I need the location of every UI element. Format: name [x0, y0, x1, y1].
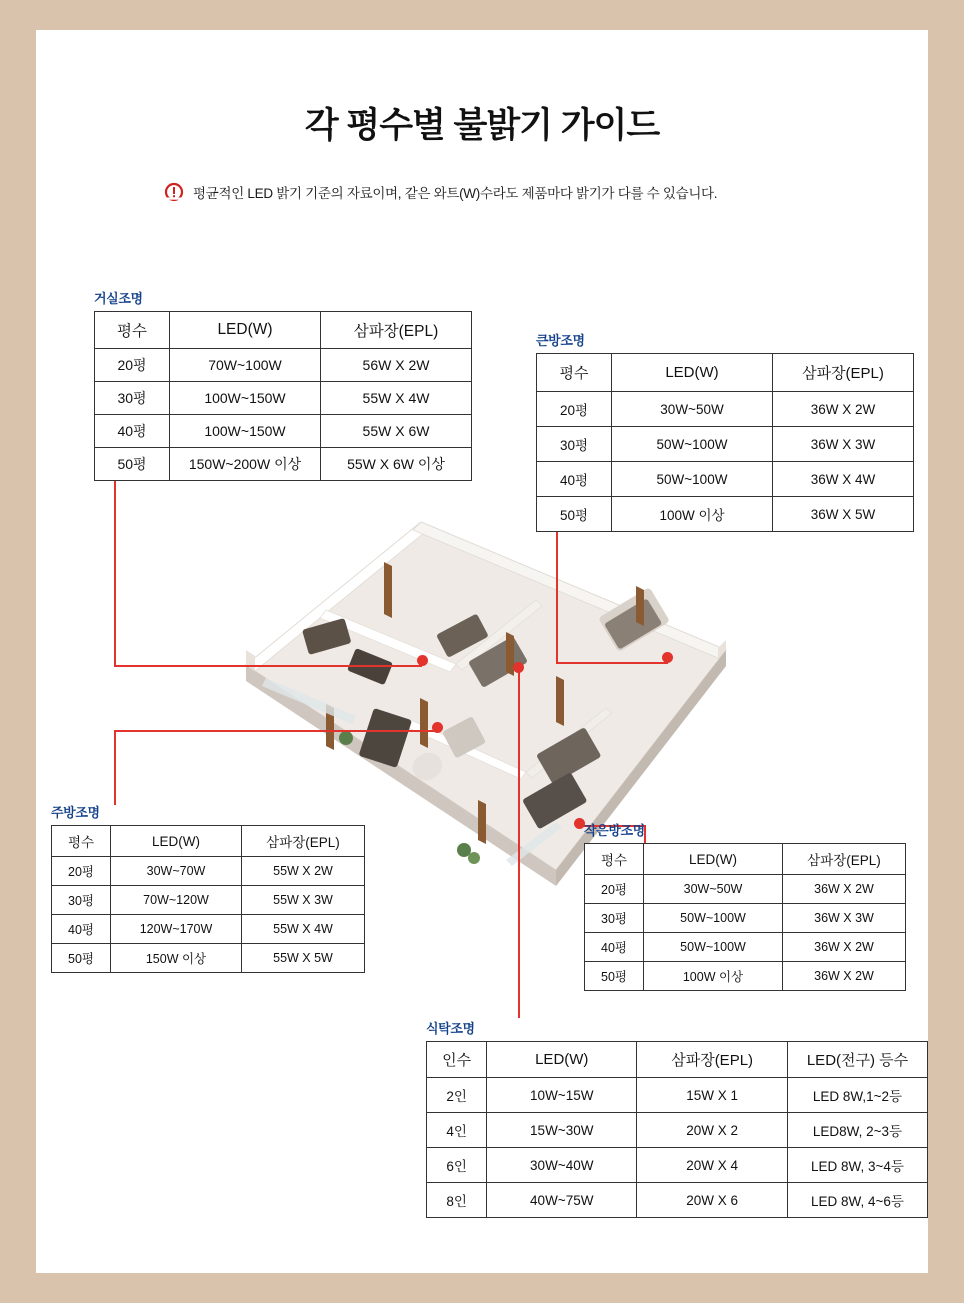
column-header: 삼파장(EPL)	[773, 354, 914, 392]
cell: 20평	[585, 875, 644, 904]
cell: 55W X 4W	[242, 915, 365, 944]
note-text: 평균적인 LED 밝기 기준의 자료이며, 같은 와트(W)수라도 제품마다 밝기가 다를 수 있습니다.	[193, 186, 718, 201]
exclamation-circle-icon	[164, 182, 184, 202]
cell: 20평	[52, 857, 111, 886]
table-header-row	[95, 312, 472, 349]
cell: 50평	[52, 944, 111, 973]
cell: 55W X 6W 이상	[321, 448, 472, 481]
cell: 50평	[585, 962, 644, 991]
cell: 50W~100W	[612, 427, 773, 462]
column-header: 삼파장(EPL)	[783, 844, 906, 875]
cell: 120W~170W	[111, 915, 242, 944]
dining-table-label: 식탁조명	[426, 1021, 475, 1036]
cell: 30평	[537, 427, 612, 462]
cell: 20W X 2	[637, 1113, 788, 1148]
note-row	[164, 182, 884, 202]
dining-table	[426, 1041, 928, 1218]
column-header: 평수	[585, 844, 644, 875]
connector-dining-vertical	[518, 668, 520, 1018]
cell: 36W X 2W	[783, 933, 906, 962]
cell: LED 8W, 3~4등	[788, 1148, 928, 1183]
table-row	[585, 962, 906, 991]
cell: LED8W, 2~3등	[788, 1113, 928, 1148]
table-row	[537, 462, 914, 497]
table-row	[585, 904, 906, 933]
cell: 55W X 4W	[321, 382, 472, 415]
column-header: 평수	[537, 354, 612, 392]
cell: 100W~150W	[170, 382, 321, 415]
cell: 50W~100W	[644, 904, 783, 933]
cell: 100W~150W	[170, 415, 321, 448]
column-header: 삼파장(EPL)	[637, 1042, 788, 1078]
table-row	[537, 427, 914, 462]
bigroom-table-label: 큰방조명	[536, 333, 585, 348]
table-header-row	[585, 844, 906, 875]
cell: 30평	[585, 904, 644, 933]
bigroom-table	[536, 353, 914, 532]
cell: 50평	[95, 448, 170, 481]
cell: 20W X 4	[637, 1148, 788, 1183]
table-header-row	[537, 354, 914, 392]
bigroom-table-block	[536, 330, 914, 532]
living-room-marker	[417, 655, 428, 666]
cell: 30평	[95, 382, 170, 415]
cell: 36W X 5W	[773, 497, 914, 532]
living-table	[94, 311, 472, 481]
cell: 100W 이상	[612, 497, 773, 532]
cell: 30W~50W	[612, 392, 773, 427]
table-header-row	[52, 826, 365, 857]
cell: 55W X 6W	[321, 415, 472, 448]
column-header: LED(W)	[612, 354, 773, 392]
column-header: 평수	[95, 312, 170, 349]
kitchen-table-label: 주방조명	[51, 805, 100, 820]
cell: 20평	[95, 349, 170, 382]
cell: 10W~15W	[487, 1078, 637, 1113]
cell: 150W~200W 이상	[170, 448, 321, 481]
table-row	[427, 1183, 928, 1218]
poster-page	[36, 30, 928, 1273]
dining-table-block	[426, 1018, 928, 1218]
cell: 55W X 2W	[242, 857, 365, 886]
connector-kitchen-vertical	[114, 730, 116, 805]
column-header: LED(W)	[644, 844, 783, 875]
table-row	[95, 349, 472, 382]
cell: 150W 이상	[111, 944, 242, 973]
cell: 36W X 3W	[783, 904, 906, 933]
table-row	[427, 1113, 928, 1148]
cell: 70W~100W	[170, 349, 321, 382]
table-row	[585, 933, 906, 962]
column-header: 삼파장(EPL)	[321, 312, 472, 349]
table-row	[585, 875, 906, 904]
cell: 8인	[427, 1183, 487, 1218]
table-row	[52, 944, 365, 973]
cell: 30W~50W	[644, 875, 783, 904]
connector-bigroom-to-marker	[556, 662, 668, 664]
cell: 4인	[427, 1113, 487, 1148]
column-header: 삼파장(EPL)	[242, 826, 365, 857]
column-header: 인수	[427, 1042, 487, 1078]
page-title: 각 평수별 불밝기 가이드	[304, 106, 660, 145]
cell: 55W X 5W	[242, 944, 365, 973]
cell: 100W 이상	[644, 962, 783, 991]
cell: 15W~30W	[487, 1113, 637, 1148]
table-row	[427, 1148, 928, 1183]
smallroom-table-label: 작은방조명	[584, 823, 645, 838]
cell: LED 8W, 4~6등	[788, 1183, 928, 1218]
living-table-block	[94, 288, 472, 481]
cell: 70W~120W	[111, 886, 242, 915]
column-header: 평수	[52, 826, 111, 857]
cell: 40평	[95, 415, 170, 448]
smallroom-table	[584, 843, 906, 991]
table-row	[52, 915, 365, 944]
cell: 30W~40W	[487, 1148, 637, 1183]
cell: 40평	[537, 462, 612, 497]
cell: 40W~75W	[487, 1183, 637, 1218]
connector-living-horizontal	[114, 665, 422, 667]
cell: 30W~70W	[111, 857, 242, 886]
cell: 20W X 6	[637, 1183, 788, 1218]
cell: 36W X 3W	[773, 427, 914, 462]
column-header: LED(W)	[170, 312, 321, 349]
table-row	[95, 382, 472, 415]
cell: 15W X 1	[637, 1078, 788, 1113]
column-header: LED(W)	[487, 1042, 637, 1078]
kitchen-table	[51, 825, 365, 973]
cell: 40평	[52, 915, 111, 944]
cell: 56W X 2W	[321, 349, 472, 382]
smallroom-table-block	[584, 820, 906, 991]
cell: 20평	[537, 392, 612, 427]
cell: 55W X 3W	[242, 886, 365, 915]
cell: 30평	[52, 886, 111, 915]
cell: 40평	[585, 933, 644, 962]
cell: 36W X 2W	[773, 392, 914, 427]
cell: 2인	[427, 1078, 487, 1113]
cell: LED 8W,1~2등	[788, 1078, 928, 1113]
table-row	[427, 1078, 928, 1113]
kitchen-marker	[432, 722, 443, 733]
living-table-label: 거실조명	[94, 291, 143, 306]
cell: 50W~100W	[612, 462, 773, 497]
column-header: LED(W)	[111, 826, 242, 857]
kitchen-table-block	[51, 802, 365, 973]
dining-marker	[513, 662, 524, 673]
cell: 6인	[427, 1148, 487, 1183]
cell: 50평	[537, 497, 612, 532]
table-row	[95, 415, 472, 448]
column-header: LED(전구) 등수	[788, 1042, 928, 1078]
cell: 36W X 2W	[783, 962, 906, 991]
connector-kitchen-horizontal	[114, 730, 438, 732]
table-row	[95, 448, 472, 481]
table-row	[537, 392, 914, 427]
table-row	[52, 886, 365, 915]
table-row	[537, 497, 914, 532]
table-header-row	[427, 1042, 928, 1078]
big-room-marker	[662, 652, 673, 663]
cell: 36W X 2W	[783, 875, 906, 904]
table-row	[52, 857, 365, 886]
cell: 50W~100W	[644, 933, 783, 962]
cell: 36W X 4W	[773, 462, 914, 497]
